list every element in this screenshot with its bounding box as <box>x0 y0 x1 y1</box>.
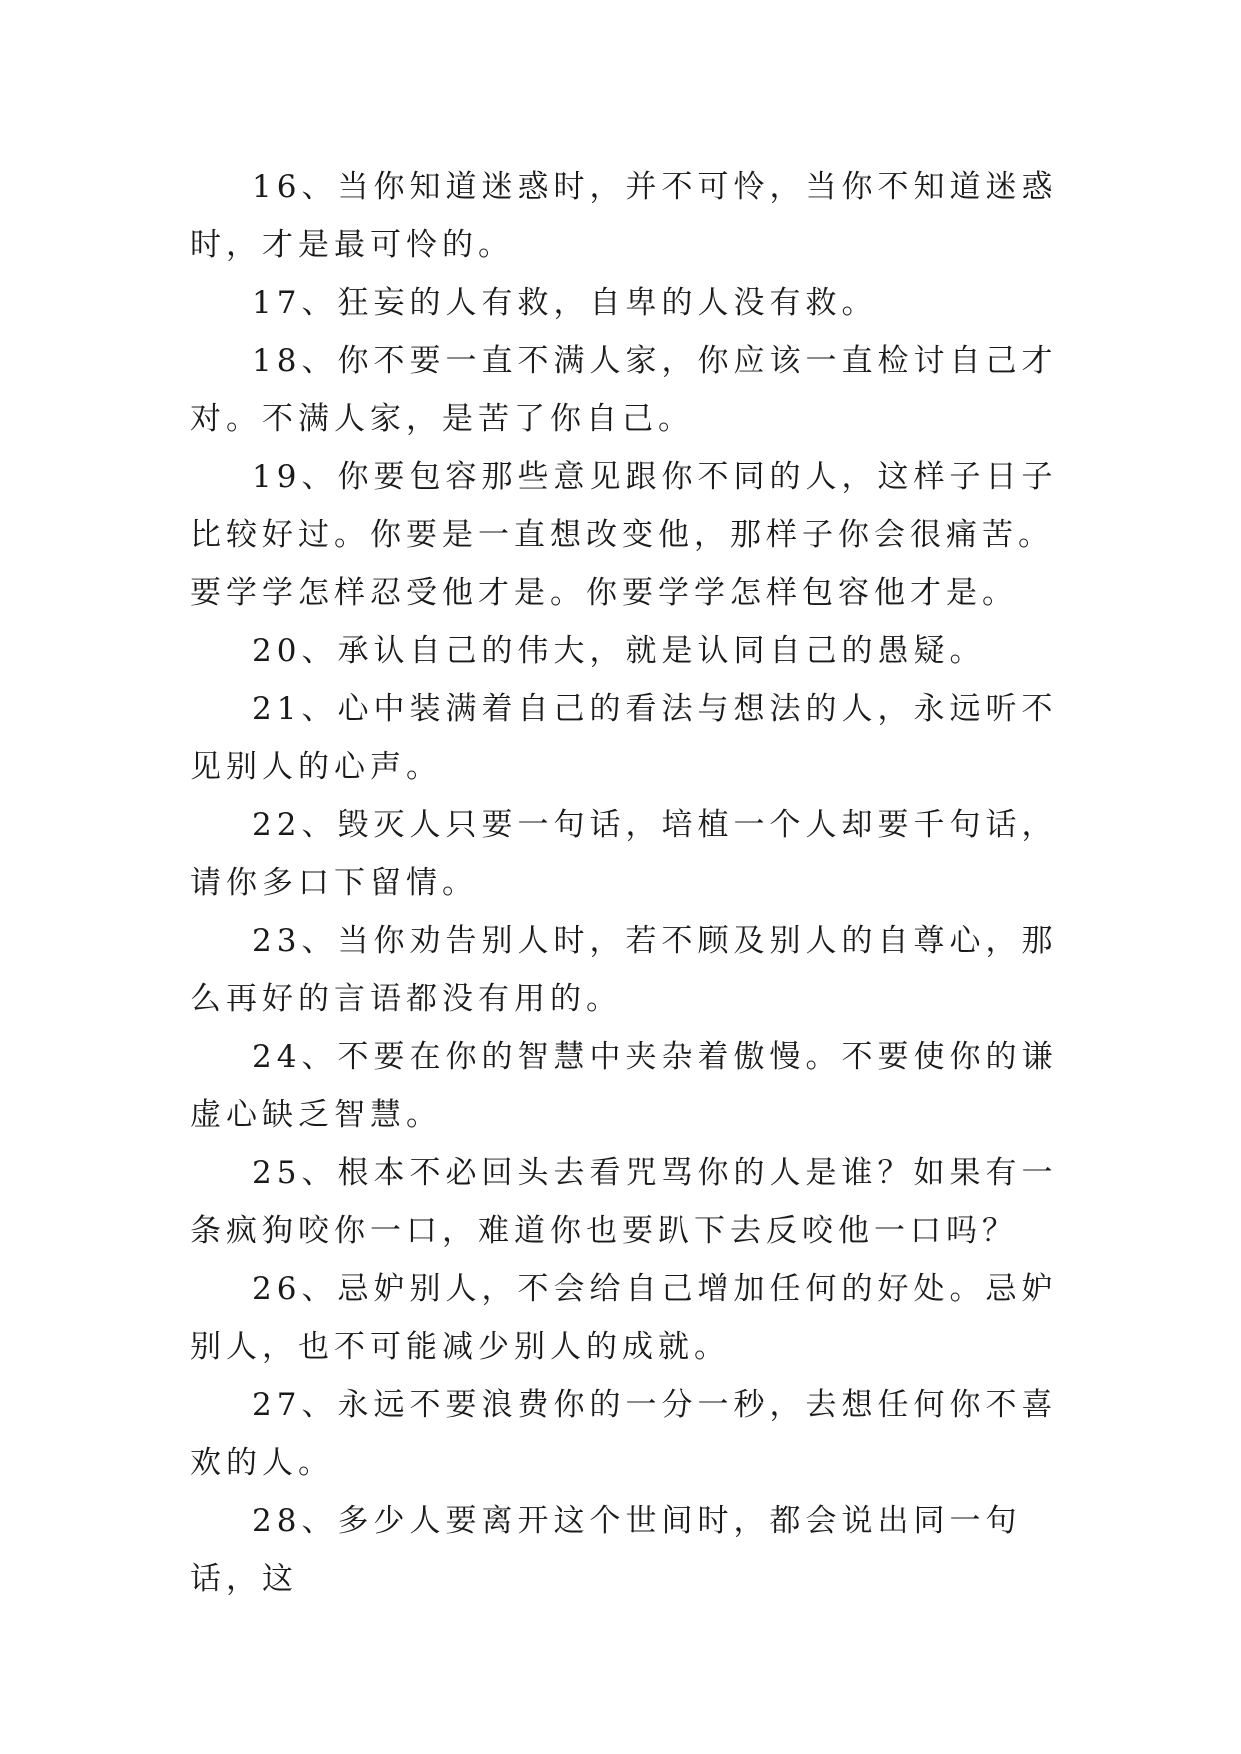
paragraph-22: 22、毁灭人只要一句话，培植一个人却要千句话，请你多口下留情。 <box>190 807 1058 901</box>
paragraph-27: 27、永远不要浪费你的一分一秒，去想任何你不喜欢的人。 <box>190 1387 1058 1481</box>
body-text <box>190 158 1070 1608</box>
paragraph-28: 28、多少人要离开这个世间时，都会说出同一句话，这 <box>190 1503 1022 1597</box>
paragraph-18: 18、你不要一直不满人家，你应该一直检讨自己才对。不满人家，是苦了你自己。 <box>190 343 1058 437</box>
paragraph-25: 25、根本不必回头去看咒骂你的人是谁？如果有一条疯狗咬你一口，难道你也要趴下去反咬他一口吗？ <box>190 1155 1058 1249</box>
paragraph-20: 20、承认自己的伟大，就是认同自己的愚疑。 <box>252 633 986 669</box>
paragraph-26: 26、忌妒别人，不会给自己增加任何的好处。忌妒别人，也不可能减少别人的成就。 <box>190 1271 1058 1365</box>
paragraph-19: 19、你要包容那些意见跟你不同的人，这样子日子比较好过。你要是一直想改变他，那样子你会很痛苦。要学学怎样忍受他才是。你要学学怎样包容他才是。 <box>190 459 1058 611</box>
paragraph-17: 17、狂妄的人有救，自卑的人没有救。 <box>252 285 878 321</box>
paragraph-23: 23、当你劝告别人时，若不顾及别人的自尊心，那么再好的言语都没有用的。 <box>190 923 1058 1017</box>
paragraph-21: 21、心中装满着自己的看法与想法的人，永远听不见别人的心声。 <box>190 691 1058 785</box>
paragraph-16: 16、当你知道迷惑时，并不可怜，当你不知道迷惑时，才是最可怜的。 <box>190 169 1058 263</box>
paragraph-24: 24、不要在你的智慧中夹杂着傲慢。不要使你的谦虚心缺乏智慧。 <box>190 1039 1058 1133</box>
